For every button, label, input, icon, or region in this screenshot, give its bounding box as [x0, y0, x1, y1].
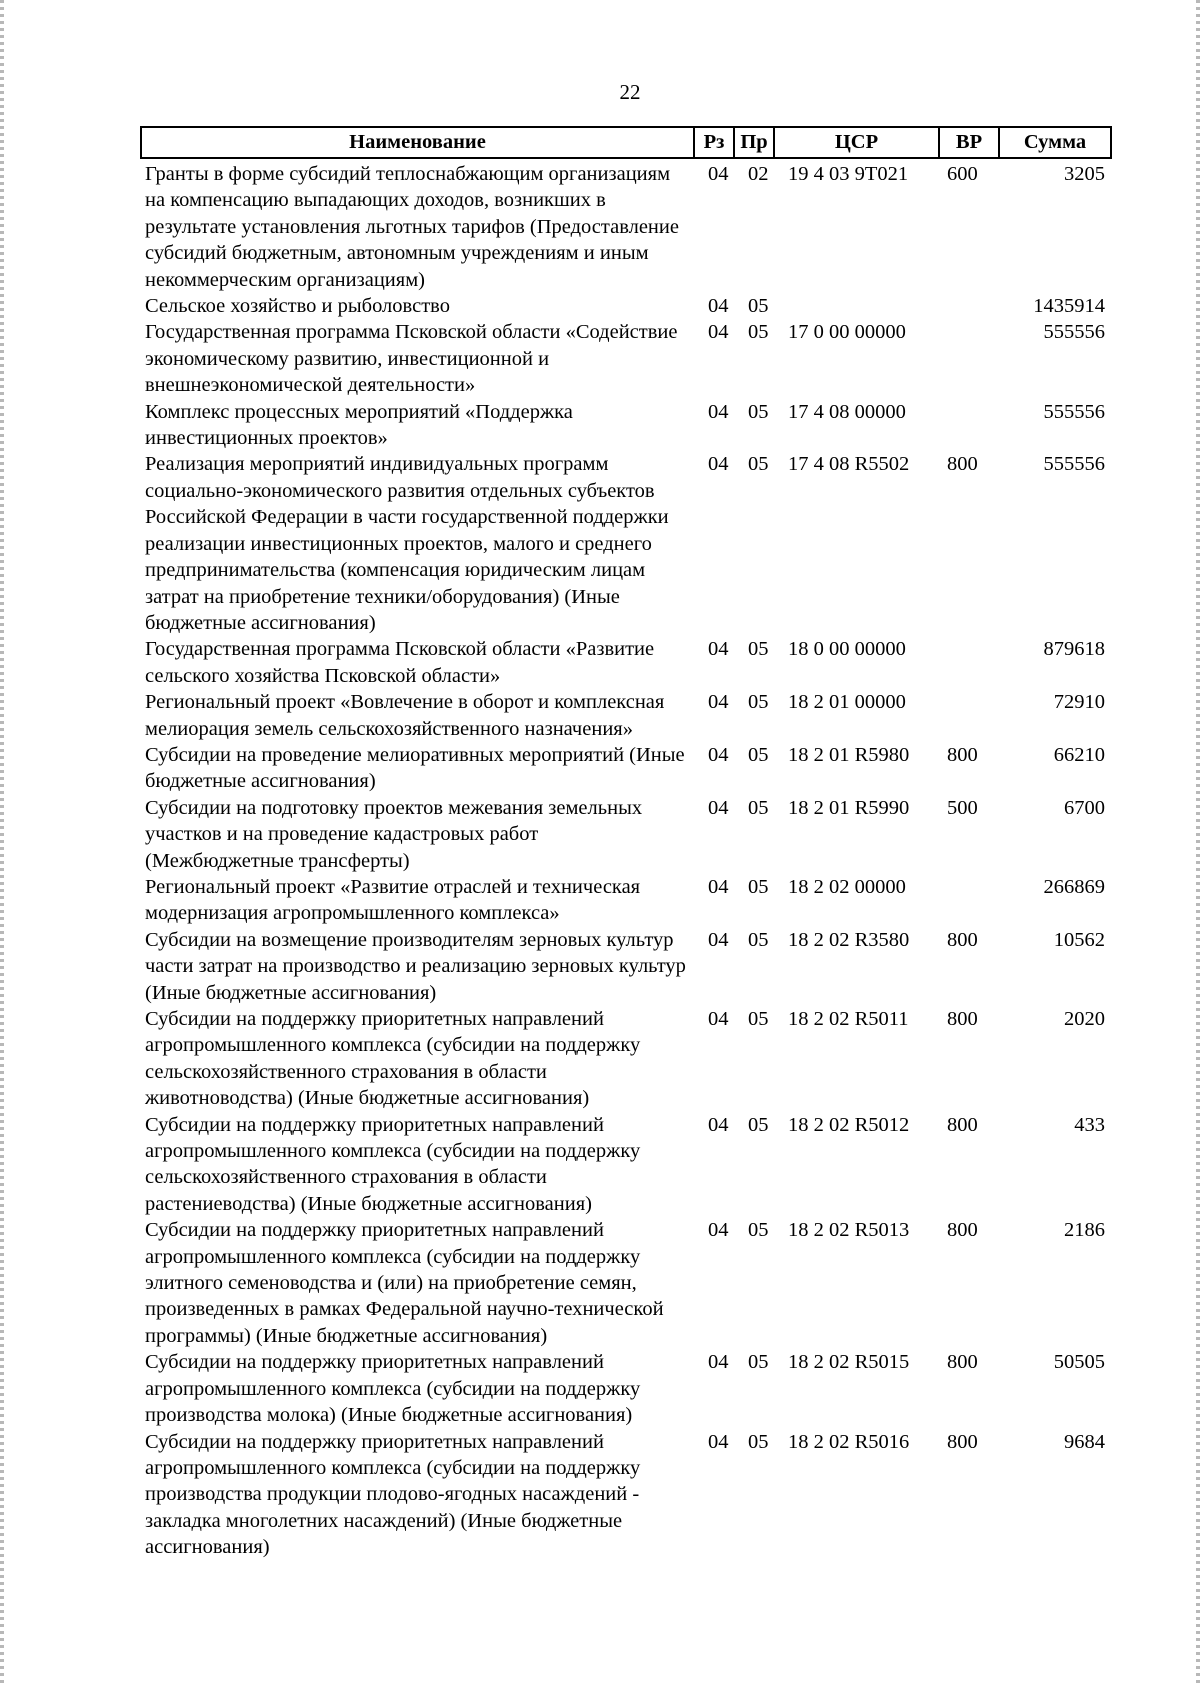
cell-sum: 555556 — [1043, 453, 1105, 476]
header-csr: ЦСР — [774, 127, 939, 158]
cell-sum: 6700 — [1064, 796, 1105, 819]
cell-vr: 800 — [947, 1008, 978, 1030]
table-row — [141, 1429, 1111, 1561]
cell-csr: 17 4 08 R5502 — [788, 453, 910, 476]
cell-name: Гранты в форме субсидий теплоснабжающим организациям на компенсацию выпадающих доходов, возникших в результате установления льготных тарифов (Предоставление субсидий бюджетным, автономным учреждениям и иным некоммерческим организациям) — [145, 163, 679, 291]
table-row — [141, 1006, 1111, 1112]
cell-name: Комплекс процессных мероприятий «Поддержка инвестиционных проектов» — [145, 400, 573, 450]
cell-rz: 04 — [708, 875, 729, 898]
cell-rz: 04 — [708, 743, 729, 766]
cell-sum: 10562 — [1053, 928, 1105, 951]
cell-rz: 04 — [708, 638, 729, 661]
cell-pr: 05 — [748, 796, 769, 819]
cell-rz: 04 — [708, 1219, 729, 1242]
cell-vr: 500 — [947, 796, 978, 819]
header-vr: ВР — [939, 127, 999, 158]
cell-vr — [939, 399, 999, 452]
cell-vr — [939, 874, 999, 927]
table-row — [141, 636, 1111, 689]
table-header-row — [141, 127, 1111, 158]
cell-name: Региональный проект «Вовлечение в оборот и комплексная мелиорация земель сельскохозяйственного назначения» — [145, 691, 665, 740]
cell-pr: 05 — [748, 928, 769, 951]
cell-pr: 05 — [748, 743, 769, 766]
cell-name: Субсидии на возмещение производителям зерновых культур части затрат на производство и реализацию зерновых культур (Иные бюджетные ассигнования) — [145, 928, 686, 1004]
table-row — [141, 1112, 1111, 1218]
table-row — [141, 293, 1111, 319]
cell-csr: 18 2 02 R5016 — [788, 1430, 910, 1453]
table-row — [141, 742, 1111, 795]
cell-rz: 04 — [708, 295, 729, 318]
cell-rz: 04 — [708, 321, 729, 344]
cell-rz: 04 — [708, 1351, 729, 1374]
cell-name: Субсидии на поддержку приоритетных направлений агропромышленного комплекса (субсидии на поддержку сельскохозяйственного страхования в области растениеводства) (Иные бюджетные ассигнования) — [145, 1113, 641, 1215]
cell-csr — [774, 293, 939, 319]
cell-vr — [939, 636, 999, 689]
cell-pr: 05 — [748, 1351, 769, 1374]
header-pr: Пр — [734, 127, 774, 158]
table-row — [141, 319, 1111, 398]
cell-csr: 18 2 02 R3580 — [788, 928, 910, 951]
scan-edge-right — [1196, 0, 1200, 1686]
cell-rz: 04 — [708, 1430, 729, 1453]
cell-name: Субсидии на поддержку приоритетных направлений агропромышленного комплекса (субсидии на поддержку производства продукции плодово-ягодных насаждений - закладка многолетних насаждений) (Иные бюджетные ассигнования) — [145, 1430, 641, 1559]
cell-vr: 800 — [947, 1351, 978, 1374]
cell-vr: 800 — [947, 743, 978, 766]
cell-csr: 18 2 02 R5015 — [788, 1351, 910, 1374]
cell-sum: 50505 — [1053, 1351, 1105, 1374]
cell-sum: 2186 — [1064, 1219, 1105, 1242]
page-number: 22 — [619, 80, 641, 104]
cell-sum: 1435914 — [1033, 295, 1105, 318]
cell-csr: 18 2 02 R5013 — [788, 1219, 910, 1242]
table-body — [141, 158, 1111, 1561]
cell-pr: 05 — [748, 1219, 769, 1242]
cell-pr: 05 — [748, 638, 769, 661]
cell-sum: 9684 — [1064, 1430, 1105, 1453]
cell-sum: 555556 — [1043, 400, 1105, 423]
cell-sum: 555556 — [1043, 321, 1105, 344]
cell-name: Сельское хозяйство и рыболовство — [145, 295, 450, 318]
cell-rz: 04 — [708, 453, 729, 476]
scan-edge-left — [0, 0, 4, 1686]
header-name: Наименование — [141, 127, 694, 158]
cell-vr: 800 — [947, 928, 978, 951]
cell-sum: 66210 — [1053, 743, 1105, 766]
table-row — [141, 795, 1111, 874]
cell-name: Государственная программа Псковской области «Развитие сельского хозяйства Псковской области» — [145, 638, 655, 687]
cell-name: Региональный проект «Развитие отраслей и техническая модернизация агропромышленного комплекса» — [145, 875, 641, 925]
cell-sum: 879618 — [1043, 638, 1105, 661]
cell-csr: 17 0 00 00000 — [788, 321, 906, 344]
cell-name: Государственная программа Псковской области «Содействие экономическому развитию, инвестиционной и внешнеэкономической деятельности» — [145, 321, 678, 397]
cell-vr: 800 — [947, 1430, 978, 1453]
cell-rz: 04 — [708, 163, 729, 185]
cell-vr: 800 — [947, 453, 978, 476]
table-row — [141, 689, 1111, 742]
cell-vr — [939, 319, 999, 398]
cell-rz: 04 — [708, 928, 729, 951]
cell-csr: 18 2 01 R5990 — [788, 796, 910, 819]
budget-table — [140, 126, 1112, 1561]
table-row — [141, 158, 1111, 293]
cell-pr: 05 — [748, 1113, 769, 1136]
cell-rz: 04 — [708, 1113, 729, 1136]
cell-name: Субсидии на поддержку приоритетных направлений агропромышленного комплекса (субсидии на поддержку производства молока) (Иные бюджетные ассигнования) — [145, 1351, 641, 1427]
cell-sum: 266869 — [1043, 875, 1105, 898]
cell-csr: 18 2 01 00000 — [788, 691, 906, 714]
cell-pr: 05 — [748, 321, 769, 344]
cell-sum: 3205 — [1064, 163, 1105, 185]
cell-rz: 04 — [708, 691, 729, 714]
cell-csr: 17 4 08 00000 — [788, 400, 906, 423]
cell-name: Субсидии на подготовку проектов межевания земельных участков и на проведение кадастровых работ (Межбюджетные трансферты) — [145, 796, 643, 872]
table-row — [141, 874, 1111, 927]
cell-name: Реализация мероприятий индивидуальных программ социально-экономического развития отдельных субъектов Российской Федерации в части государственной поддержки реализации инвестиционных проектов, малого и среднего предпринимательства (компенсация юридическим лицам затрат на приобретение техники/оборудования) (Иные бюджетные ассигнования) — [145, 453, 669, 634]
cell-pr: 05 — [748, 400, 769, 423]
cell-rz: 04 — [708, 1008, 729, 1030]
cell-csr: 19 4 03 9Т021 — [788, 163, 909, 185]
cell-vr — [939, 689, 999, 742]
header-sum: Сумма — [999, 127, 1111, 158]
cell-pr: 05 — [748, 1430, 769, 1453]
cell-csr: 18 2 02 R5012 — [788, 1113, 910, 1136]
table-row — [141, 927, 1111, 1006]
cell-name: Субсидии на поддержку приоритетных направлений агропромышленного комплекса (субсидии на поддержку элитного семеноводства и (или) на приобретение семян, произведенных в рамках Федеральной научно-технической программы) (Иные бюджетные ассигнования) — [145, 1219, 664, 1347]
cell-pr: 05 — [748, 453, 769, 476]
cell-pr: 05 — [748, 875, 769, 898]
cell-vr: 800 — [947, 1219, 978, 1242]
cell-vr: 600 — [947, 163, 978, 185]
cell-csr: 18 2 02 R5011 — [788, 1008, 909, 1030]
cell-csr: 18 2 02 00000 — [788, 875, 906, 898]
cell-pr: 05 — [748, 295, 769, 318]
cell-pr: 02 — [748, 163, 769, 185]
cell-sum: 433 — [1074, 1113, 1105, 1136]
cell-pr: 05 — [748, 1008, 769, 1030]
cell-vr: 800 — [947, 1113, 978, 1136]
table-row — [141, 451, 1111, 636]
table-row — [141, 1349, 1111, 1428]
table-row — [141, 1217, 1111, 1349]
cell-sum: 2020 — [1064, 1008, 1105, 1030]
cell-name: Субсидии на поддержку приоритетных направлений агропромышленного комплекса (субсидии на поддержку сельскохозяйственного страхования в области животноводства) (Иные бюджетные ассигнования) — [145, 1008, 641, 1110]
cell-rz: 04 — [708, 400, 729, 423]
cell-csr: 18 2 01 R5980 — [788, 743, 910, 766]
cell-pr: 05 — [748, 691, 769, 714]
cell-sum: 72910 — [1053, 691, 1105, 714]
cell-csr: 18 0 00 00000 — [788, 638, 906, 661]
table-row — [141, 399, 1111, 452]
cell-rz: 04 — [708, 796, 729, 819]
cell-name: Субсидии на проведение мелиоративных мероприятий (Иные бюджетные ассигнования) — [145, 743, 685, 793]
header-rz: Рз — [694, 127, 734, 158]
cell-vr — [939, 293, 999, 319]
